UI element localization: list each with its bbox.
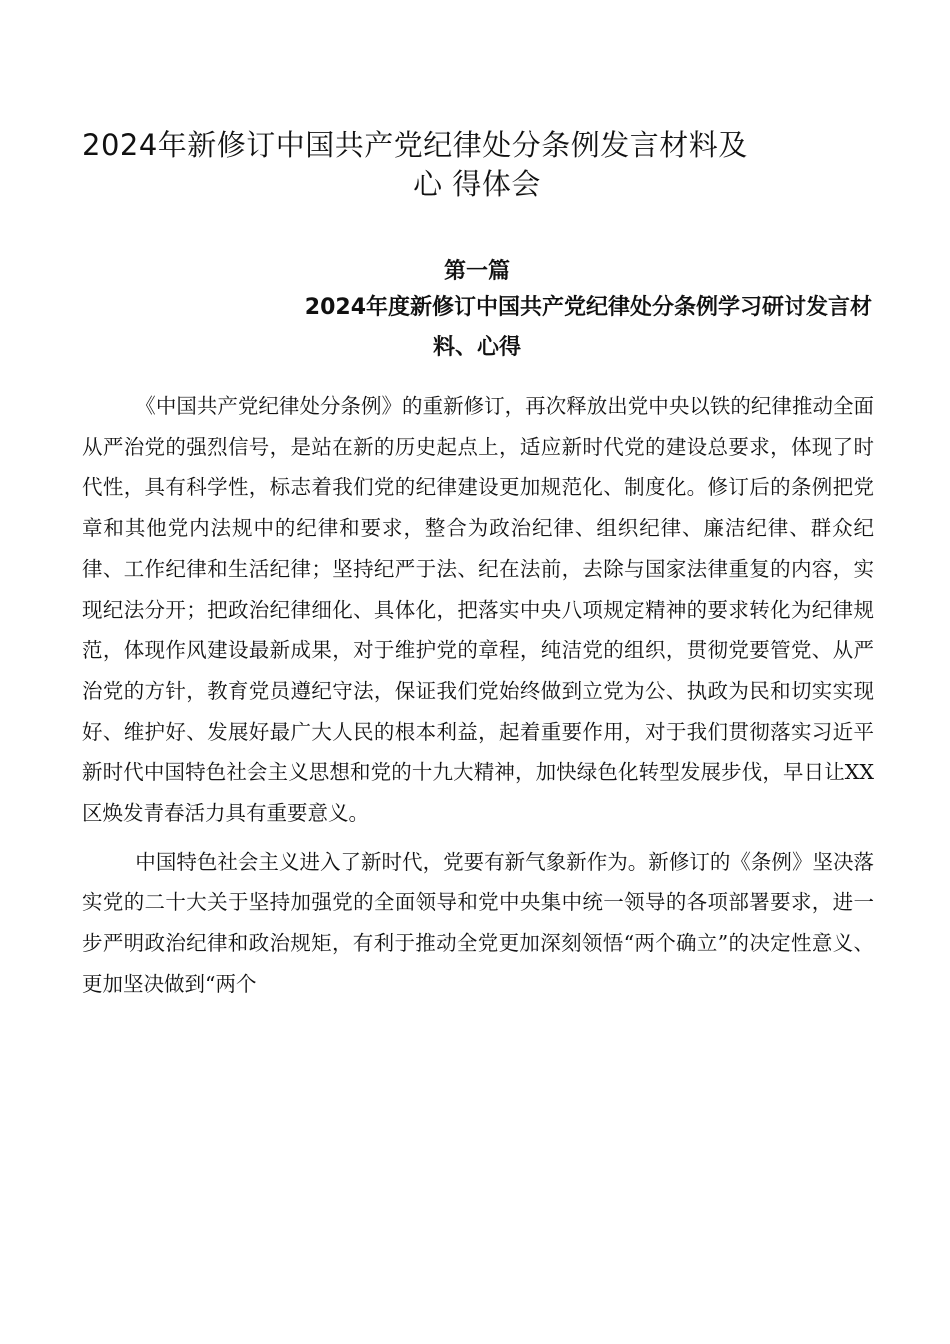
section-number: 第一篇 [443, 259, 510, 284]
section-heading [82, 254, 872, 366]
body-paragraph-1: 《中国共产党纪律处分条例》的重新修订，再次释放出党中央以铁的纪律推动全面从严治党的强烈信号，是站在新的历史起点上，适应新时代党的建设总要求，体现了时代性，具有科学性，标志着我们党的纪律建设更加规范化、制度化。修订后的条例把党章和其他党内法规中的纪律和要求，整合为政治纪律、组织纪律、廉洁纪律、群众纪律、工作纪律和生活纪律；坚持纪严于法、纪在法前，去除与国家法律重复的内容，实现纪法分开；把政治纪律细化、具体化，把落实中央八项规定精神的要求转化为纪律规范，体现作风建设最新成果，对于维护党的章程，纯洁党的组织，贯彻党要管党、从严治党的方针，教育党员遵纪守法，保证我们党始终做到立党为公、执政为民和切实实现好、维护好、发展好最广大人民的根本利益，起着重要作用，对于我们贯彻落实习近平新时代中国特色社会主义思想和党的十九大精神，加快绿色化转型发展步伐，早日让XX 区焕发青春活力具有重要意义。 [82, 394, 874, 826]
document-title-line-1: 2024年新修订中国共产党纪律处分条例发言材料及 [82, 128, 748, 162]
document-title [82, 126, 872, 204]
body-paragraph-2: 中国特色社会主义进入了新时代，党要有新气象新作为。新修订的《条例》坚决落实党的二十大关于坚持加强党的全面领导和党中央集中统一领导的各项部署要求，进一步严明政治纪律和政治规矩，有利于推动全党更加深刻领悟“两个确立”的决定性意义、更加坚决做到“两个 [82, 849, 874, 996]
document-title-line-2: 心 得体会 [413, 167, 541, 201]
section-title-line-1: 2024年度新修订中国共产党纪律处分条例学习研讨发言材 [304, 295, 872, 320]
section-title-line-2: 料、心得 [432, 335, 521, 360]
document-body [82, 386, 874, 1005]
